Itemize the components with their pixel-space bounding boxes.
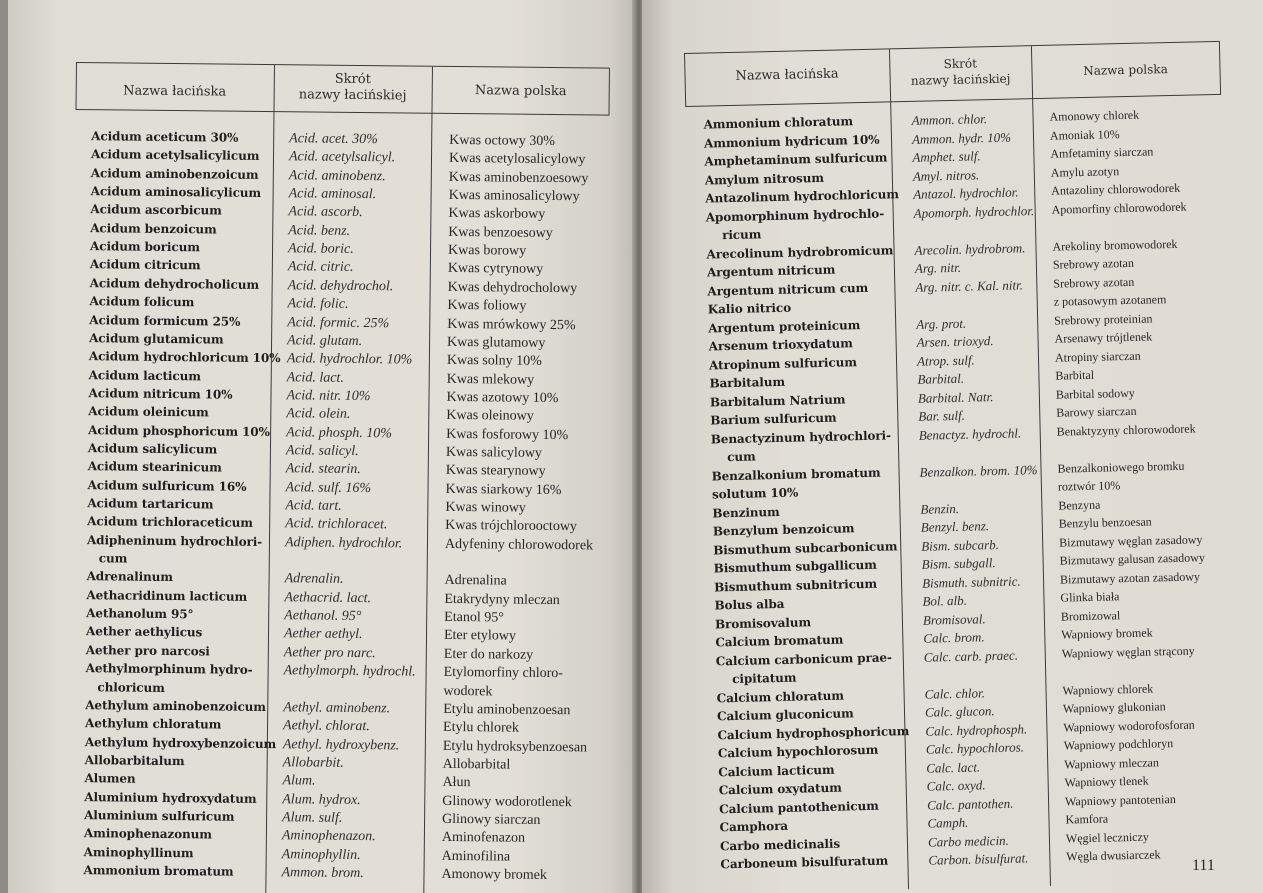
abbreviation-cell: Aether aethyl. — [283, 626, 363, 643]
polish-name-cell: Eter etylowy — [443, 628, 517, 645]
polish-name-cell: Kwas siarkowy 16% — [445, 481, 562, 498]
right-page — [642, 0, 1263, 893]
polish-name-cell: Aminofilina — [441, 848, 511, 865]
abbreviation-cell: Acid. acet. 30% — [289, 131, 378, 148]
latin-name-cell: Acidum hydrochloricum 10% — [88, 349, 281, 366]
latin-name-cell: Camphora — [719, 818, 789, 835]
abbreviation-cell: Antazol. hydrochlor. — [913, 184, 1019, 202]
latin-name-cell: Acidum citricum — [89, 257, 201, 273]
polish-name-cell: Kwas octowy 30% — [449, 132, 556, 150]
latin-name-cell: Acidum glutamicum — [89, 330, 224, 347]
latin-name-cell: Aethylum aminobenzoicum — [85, 697, 267, 714]
polish-name-cell: Węgla dwusiarczek — [1066, 847, 1161, 864]
polish-name-cell: Kamfora — [1065, 811, 1109, 827]
abbreviation-cell: Calc. hypochloros. — [925, 739, 1025, 757]
abbreviation-cell: Acid. lact. — [286, 369, 344, 386]
latin-name-cell: Bismuthum subcarbonicum — [713, 538, 898, 557]
abbreviation-cell: Carbo medicin. — [927, 832, 1009, 850]
latin-name-cell: Acidum phosphoricum 10% — [88, 422, 270, 439]
header-abbreviation-line1: Skrót — [943, 56, 978, 72]
abbreviation-cell: Allobarbit. — [282, 755, 344, 771]
abbreviation-cell: Bar. sulf. — [918, 407, 966, 424]
polish-name-cell: Arsenawy trójtlenek — [1054, 329, 1153, 346]
latin-name-cell: Amphetaminum sulfuricum — [704, 150, 888, 169]
latin-name-cell: Acidum formicum 25% — [89, 312, 241, 329]
latin-name-cell: Bromisovalum — [714, 614, 812, 631]
latin-name-cell: Acidum nitricum 10% — [88, 386, 233, 402]
abbreviation-cell: Acid. benz. — [288, 222, 351, 239]
latin-name-cell: Calcium pantothenicum — [718, 798, 879, 816]
latin-name-cell: Calcium carbonicum prae- — [715, 649, 892, 668]
latin-name-cell: Barium sulfuricum — [710, 410, 837, 428]
latin-name-cell: Alumen — [84, 771, 136, 786]
abbreviation-cell: Atrop. sulf. — [916, 351, 975, 369]
abbreviation-cell: Ammon. hydr. 10% — [911, 129, 1012, 147]
abbreviation-cell: Benzalkon. brom. 10% — [919, 461, 1038, 480]
polish-name-cell: Barbital — [1055, 367, 1095, 383]
abbreviation-cell: Benzyl. benz. — [920, 518, 990, 535]
polish-name-cell: Wapniowy mleczan — [1064, 754, 1160, 772]
polish-name-cell: wodorek — [443, 683, 493, 699]
latin-name-cell: Acidum sulfuricum 16% — [87, 477, 247, 494]
latin-name-cell: ricum — [721, 227, 762, 243]
page-number: 111 — [1192, 857, 1215, 874]
abbreviation-cell: Acid. formic. 25% — [287, 314, 390, 331]
polish-name-cell: Amfetaminy siarczan — [1050, 144, 1154, 161]
polish-name-cell: Kwas cytrynowy — [447, 261, 544, 278]
polish-name-cell: Kwas azotowy 10% — [446, 389, 559, 406]
header-polish-name: Nazwa polska — [1083, 62, 1168, 78]
polish-name-cell: Apomorfiny chlorowodorek — [1051, 199, 1187, 217]
abbreviation-cell: Aethylmorph. hydrochl. — [283, 663, 416, 680]
polish-name-cell: Bizmutawy węglan zasadowy — [1059, 531, 1203, 550]
abbreviation-cell: Acid. glutam. — [287, 333, 363, 349]
header-polish-name: Nazwa polska — [474, 83, 567, 100]
latin-name-cell: Atropinum sulfuricum — [708, 354, 857, 373]
abbreviation-cell: Acid. trichloracet. — [285, 516, 388, 533]
latin-name-cell: Aethylum hydroxybenzoicum — [84, 734, 277, 751]
polish-name-cell: Kwas mlekowy — [446, 371, 535, 388]
abbreviation-cell: Acid. salicyl. — [285, 443, 359, 459]
polish-name-cell: Antazoliny chlorowodorek — [1051, 180, 1181, 198]
polish-name-cell: Bizmutawy azotan zasadowy — [1059, 568, 1201, 587]
latin-name-cell: Acidum trichloraceticum — [87, 514, 254, 531]
abbreviation-cell: Alum. sulf. — [282, 810, 343, 826]
latin-name-cell: Benzalkonium bromatum — [711, 465, 881, 483]
abbreviation-cell: Adiphen. hydrochlor. — [284, 534, 403, 552]
left-page — [8, 0, 636, 893]
polish-name-cell: Etylu hydroksybenzoesan — [442, 738, 588, 755]
latin-name-cell: Aethylum chloratum — [85, 716, 222, 732]
latin-name-cell: Carbo medicinalis — [719, 836, 841, 853]
abbreviation-cell: Arg. nitr. — [914, 259, 962, 276]
abbreviation-cell: Adrenalin. — [284, 571, 344, 588]
abbreviation-cell: Barbital. — [917, 370, 965, 387]
polish-name-cell: Kwas foliowy — [447, 298, 527, 314]
latin-name-cell: Calcium lacticum — [718, 762, 835, 779]
polish-name-cell: Wapniowy tlenek — [1064, 773, 1149, 790]
latin-name-cell: Acidum salicylicum — [87, 441, 218, 457]
abbreviation-cell: Acid. tart. — [285, 498, 342, 514]
latin-name-cell: Aethylmorphinum hydro- — [85, 661, 253, 678]
abbreviation-cell: Calc. hydrophosph. — [925, 720, 1028, 739]
abbreviation-cell: Calc. lact. — [926, 758, 981, 776]
latin-name-cell: Aminophenazonum — [83, 826, 213, 842]
abbreviation-cell: Acid. hydrochlor. 10% — [286, 351, 413, 368]
header-abbreviation-line1: Skrót — [334, 71, 371, 88]
latin-name-cell: cum — [98, 551, 128, 566]
polish-name-cell: Eter do narkozy — [443, 646, 534, 663]
abbreviation-cell: Aethyl. chlorat. — [282, 718, 370, 735]
latin-name-cell: Adrenalinum — [86, 569, 174, 585]
latin-name-cell: Aether pro narcosi — [85, 642, 210, 659]
polish-name-cell: Kwas acetylosalicylowy — [448, 151, 586, 168]
latin-name-cell: Aluminium hydroxydatum — [84, 789, 257, 806]
latin-name-cell: Argentum proteinicum — [708, 317, 861, 336]
polish-name-cell: roztwór 10% — [1057, 478, 1121, 494]
abbreviation-cell: Amyl. nitros. — [912, 166, 980, 184]
polish-name-cell: Wapniowy bromek — [1061, 625, 1153, 642]
polish-name-cell: Srebrowy azotan — [1053, 274, 1135, 291]
polish-name-cell: Glinowy siarczan — [442, 811, 541, 828]
abbreviation-cell: Acid. phosph. 10% — [286, 424, 392, 441]
latin-name-cell: Apomorphinum hydrochlo- — [705, 206, 885, 225]
abbreviation-cell: Arecolin. hydrobrom. — [914, 239, 1026, 258]
abbreviation-cell: Acid. citric. — [287, 259, 354, 276]
latin-name-cell: Calcium bromatum — [715, 632, 844, 650]
polish-name-cell: Benzyna — [1058, 497, 1101, 513]
abbreviation-cell: Acid. boric. — [287, 241, 354, 258]
abbreviation-cell: Bismuth. subnitric. — [921, 573, 1021, 591]
polish-name-cell: Węgiel leczniczy — [1065, 829, 1149, 846]
abbreviation-cell: Bol. alb. — [922, 592, 968, 609]
header-latin-name: Nazwa łacińska — [735, 66, 839, 84]
abbreviation-cell: Acid. olein. — [286, 406, 351, 423]
abbreviation-cell: Calc. pantothen. — [926, 795, 1014, 813]
polish-name-cell: Etylomorfiny chloro- — [443, 665, 564, 682]
abbreviation-cell: Acid. ascorb. — [288, 204, 363, 221]
latin-name-cell: Acidum tartaricum — [87, 496, 214, 512]
latin-name-cell: Ammonium bromatum — [83, 863, 234, 879]
header-latin-name: Nazwa łacińska — [123, 83, 227, 100]
polish-name-cell: Amylu azotyn — [1050, 163, 1120, 180]
abbreviation-cell: Acid. dehydrochol. — [287, 278, 394, 295]
latin-name-cell: Barbitalum — [709, 374, 786, 391]
latin-name-cell: Calcium hydrophosphoricum — [717, 723, 910, 742]
latin-name-cell: Aethacridinum lacticum — [86, 587, 248, 604]
polish-name-cell: Kwas trójchlorooctowy — [445, 518, 578, 535]
polish-name-cell: Kwas solny 10% — [446, 353, 542, 370]
polish-name-cell: Amonowy bromek — [441, 866, 547, 883]
polish-name-cell: Wapniowy glukonian — [1062, 699, 1166, 716]
abbreviation-cell: Aethanol. 95° — [284, 608, 362, 625]
latin-name-cell: Argentum nitricum cum — [707, 280, 869, 299]
header-rule — [75, 109, 609, 116]
latin-name-cell: Acidum aminosalicylicum — [90, 184, 262, 200]
polish-name-cell: Kwas aminobenzoesowy — [448, 169, 589, 187]
polish-name-cell: Amonowy chlorek — [1049, 107, 1140, 124]
latin-name-cell: cipitatum — [732, 670, 797, 687]
polish-name-cell: Wapniowy wodorofosforan — [1063, 717, 1195, 735]
latin-name-cell: Acidum ascorbicum — [90, 202, 222, 218]
polish-name-cell: Glinowy wodorotlenek — [442, 793, 572, 810]
polish-name-cell: Wapniowy pantotenian — [1064, 791, 1176, 809]
latin-name-cell: Calcium hypochlorosum — [717, 742, 879, 761]
abbreviation-cell: Benzin. — [920, 500, 960, 517]
abbreviation-cell: Calc. glucon. — [924, 703, 995, 720]
latin-name-cell: Aminophyllinum — [83, 844, 194, 860]
latin-name-cell: Ammonium chloratum — [703, 114, 854, 132]
polish-name-cell: Bizmutawy galusan zasadowy — [1059, 550, 1206, 568]
polish-name-cell: Arekoliny bromowodorek — [1052, 236, 1178, 254]
polish-name-cell: Kwas borowy — [447, 243, 527, 259]
latin-name-cell: Carboneum bisulfuratum — [720, 853, 889, 872]
polish-name-cell: z potasowym azotanem — [1053, 292, 1167, 309]
header-rule — [685, 94, 1221, 107]
polish-name-cell: Allobarbital — [442, 756, 511, 773]
polish-name-cell: Wapniowy chlorek — [1062, 681, 1154, 698]
polish-name-cell: Kwas mrówkowy 25% — [447, 316, 576, 333]
polish-name-cell: Kwas dehydrocholowy — [447, 279, 578, 297]
abbreviation-cell: Aethyl. hydroxybenz. — [282, 736, 400, 753]
polish-name-cell: Kwas aminosalicylowy — [448, 187, 580, 205]
header-abbreviation — [274, 71, 432, 105]
latin-name-cell: Calcium chloratum — [716, 688, 845, 705]
abbreviation-cell: Camph. — [927, 814, 969, 831]
abbreviation-cell: Aethyl. aminobenz. — [283, 700, 391, 717]
abbreviation-cell: Benactyz. hydrochl. — [918, 424, 1022, 443]
latin-name-cell: Acidum lacticum — [88, 367, 201, 383]
left-table — [67, 62, 610, 893]
latin-name-cell: Allobarbitalum — [84, 753, 185, 769]
abbreviation-cell: Bism. subcarb. — [921, 536, 1000, 554]
latin-name-cell: Acidum stearinicum — [87, 459, 222, 475]
latin-name-cell: Arsenum trioxydatum — [708, 336, 853, 354]
latin-name-cell: Amylum nitrosum — [704, 170, 825, 188]
polish-name-cell: Kwas winowy — [445, 499, 526, 516]
polish-name-cell: Adyfeniny chlorowodorek — [444, 536, 594, 554]
header-abbreviation-line2: nazwy łacińskiej — [298, 87, 407, 104]
abbreviation-cell: Acid. aminosal. — [288, 186, 377, 203]
polish-name-cell: Amoniak 10% — [1049, 126, 1120, 143]
polish-name-cell: Etanol 95° — [444, 609, 504, 626]
polish-name-cell: Aminofenazon — [441, 830, 526, 847]
abbreviation-cell: Alum. hydrox. — [282, 791, 361, 808]
abbreviation-cell: Arsen. trioxyd. — [916, 333, 994, 350]
abbreviation-cell: Acid. stearin. — [285, 461, 361, 478]
abbreviation-cell: Acid. acetylsalicyl. — [288, 149, 396, 166]
abbreviation-cell: Carbon. bisulfurat. — [928, 850, 1029, 868]
polish-name-cell: Kwas oleinowy — [446, 408, 534, 425]
abbreviation-cell: Alum. — [282, 773, 316, 789]
latin-name-cell: Calcium oxydatum — [718, 780, 842, 798]
polish-name-cell: Kwas glutamowy — [447, 334, 546, 351]
polish-name-cell: Wapniowy podchloryn — [1063, 736, 1174, 753]
abbreviation-cell: Ammon. brom. — [281, 865, 364, 882]
latin-name-cell: Antazolinum hydrochloricum — [705, 187, 900, 206]
polish-name-cell: Etylu aminobenzoesan — [443, 701, 571, 719]
polish-name-cell: Benzylu benzoesan — [1058, 514, 1152, 531]
abbreviation-cell: Ammon. chlor. — [911, 111, 988, 128]
polish-name-cell: Barbital sodowy — [1055, 385, 1135, 402]
header-abbreviation-line2: nazwy łacińskiej — [910, 71, 1011, 88]
latin-name-cell: Aluminium sulfuricum — [84, 808, 235, 824]
latin-name-cell: solutum 10% — [711, 485, 799, 502]
polish-name-cell: Benzalkoniowego bromku — [1057, 458, 1185, 476]
abbreviation-cell: Bromisoval. — [922, 610, 986, 628]
polish-name-cell: Ałun — [442, 775, 471, 791]
abbreviation-cell: Amphet. sulf. — [912, 148, 981, 165]
right-table — [684, 41, 1239, 893]
polish-name-cell: Atropiny siarczan — [1054, 348, 1141, 365]
latin-name-cell: Arecolinum hydrobromicum — [706, 242, 894, 262]
abbreviation-cell: Acid. aminobenz. — [288, 167, 386, 184]
polish-name-cell: Etylu chlorek — [442, 720, 519, 736]
abbreviation-cell: Calc. chlor. — [924, 684, 986, 702]
abbreviation-cell: Apomorph. hydrochlor. — [913, 202, 1035, 221]
abbreviation-cell: Calc. oxyd. — [926, 777, 986, 794]
polish-name-cell: Wapniowy węglan strącony — [1061, 643, 1195, 661]
latin-name-cell: Bismuthum subgallicum — [713, 557, 877, 576]
latin-name-cell: Argentum nitricum — [706, 262, 836, 280]
polish-name-cell: Etakrydyny mleczan — [444, 591, 560, 608]
abbreviation-cell: Aminophyllin. — [281, 846, 361, 863]
column-divider — [423, 67, 433, 893]
latin-name-cell: Barbitalum Natrium — [709, 391, 846, 409]
latin-name-cell: Acidum aminobenzoicum — [90, 165, 259, 182]
latin-name-cell: Acidum benzoicum — [90, 220, 217, 237]
polish-name-cell: Barowy siarczan — [1056, 403, 1137, 420]
abbreviation-cell: Arg. prot. — [916, 315, 967, 332]
latin-name-cell: Aethanolum 95° — [86, 606, 194, 622]
abbreviation-cell: Barbital. Natr. — [917, 388, 994, 406]
latin-name-cell: Acidum oleinicum — [88, 404, 209, 420]
polish-name-cell: Adrenalina — [444, 573, 507, 589]
polish-name-cell: Srebrowy azotan — [1052, 255, 1135, 272]
latin-name-cell: Acidum acetylsalicylicum — [90, 147, 260, 164]
polish-name-cell: Kwas askorbowy — [448, 206, 546, 223]
latin-name-cell: Benzylum benzoicum — [712, 521, 855, 539]
latin-name-cell: chloricum — [97, 679, 165, 695]
latin-name-cell: Adipheninum hydrochlori- — [86, 532, 263, 549]
abbreviation-cell: Arg. nitr. c. Kal. nitr. — [915, 276, 1024, 295]
column-divider — [889, 49, 909, 889]
latin-name-cell: Ammonium hydricum 10% — [703, 132, 880, 151]
polish-name-cell: Kwas stearynowy — [445, 463, 546, 480]
latin-name-cell: Acidum folicum — [89, 294, 195, 310]
latin-name-cell: Bismuthum subnitricum — [713, 576, 878, 594]
abbreviation-cell: Aether pro narc. — [283, 645, 376, 661]
latin-name-cell: Benactyzinum hydrochlori- — [710, 427, 892, 446]
latin-name-cell: Kalio nitrico — [707, 300, 792, 317]
column-divider — [265, 65, 275, 893]
abbreviation-cell: Bism. subgall. — [921, 555, 996, 572]
polish-name-cell: Glinka biała — [1060, 589, 1120, 605]
polish-name-cell: Kwas fosforowy 10% — [446, 426, 569, 443]
latin-name-cell: Bolus alba — [714, 596, 785, 613]
latin-name-cell: Calcium gluconicum — [716, 706, 854, 724]
latin-name-cell: Aether aethylicus — [85, 624, 203, 640]
polish-name-cell: Kwas salicylowy — [445, 444, 543, 461]
abbreviation-cell: Calc. carb. praec. — [923, 647, 1019, 665]
polish-name-cell: Benaktyzyny chlorowodorek — [1056, 420, 1196, 439]
latin-name-cell: Acidum aceticum 30% — [91, 129, 239, 145]
latin-name-cell: Benzinum — [712, 504, 780, 520]
latin-name-cell: Acidum dehydrocholicum — [89, 275, 260, 292]
abbreviation-cell: Aethacrid. lact. — [284, 589, 372, 606]
abbreviation-cell: Acid. nitr. 10% — [286, 388, 371, 404]
abbreviation-cell: Acid. sulf. 16% — [285, 479, 372, 496]
latin-name-cell: Acidum boricum — [89, 239, 200, 255]
abbreviation-cell: Calc. brom. — [923, 629, 985, 646]
header-abbreviation — [889, 54, 1032, 89]
abbreviation-cell: Acid. folic. — [287, 296, 349, 313]
latin-name-cell: cum — [727, 449, 756, 465]
abbreviation-cell: Aminophenazon. — [281, 828, 376, 845]
polish-name-cell: Bromizowal — [1060, 607, 1121, 624]
polish-name-cell: Kwas benzoesowy — [448, 224, 553, 241]
polish-name-cell: Srebrowy proteinian — [1053, 310, 1153, 328]
